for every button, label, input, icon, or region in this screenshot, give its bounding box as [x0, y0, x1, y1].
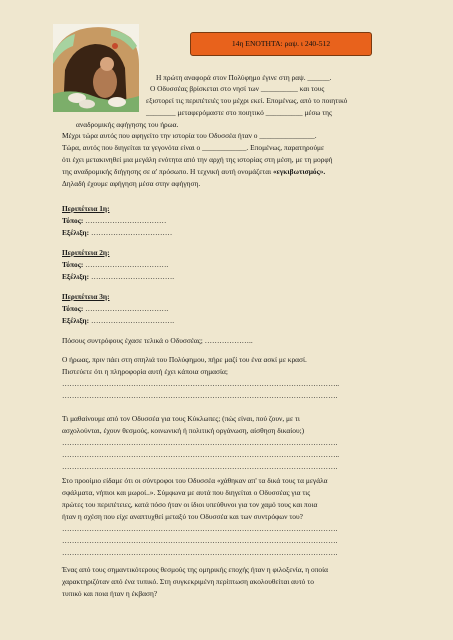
unit-title-banner: 14η ΕΝΟΤΗΤΑ: ραψ. ι 240-512: [190, 32, 372, 56]
intro-line-1: Η πρώτη αναφορά στον Πολύφημο έγινε στη ραψ. ______.: [156, 73, 332, 82]
place-label: Τόπος:: [62, 216, 84, 225]
question-wine-line-2: Πιστεύετε ότι η πληροφορία αυτή έχει κάποια σημασία;: [62, 367, 228, 376]
adventure-3-title: Περιπέτεια 3η:: [62, 292, 110, 301]
plot-label: Εξέλιξη:: [62, 228, 90, 237]
question-hospitality-line-2: χαρακτηριζόταν από ένα τυπικό. Στη συγκεκριμένη περίπτωση ακολουθείται αυτό το: [62, 577, 314, 586]
answer-blank[interactable]: …………………………….: [89, 316, 175, 325]
question-companions-line-4: ήταν η σχέση που είχε αναπτυχθεί μεταξύ του Οδυσσέα και των συντρόφων του?: [62, 512, 303, 521]
question-lost-companions: Πόσους συντρόφους έχασε τελικά ο Οδυσσέας; ………………..: [62, 336, 253, 345]
cave-illustration: [53, 24, 139, 112]
question-hospitality-line-1: Ένας από τους σημαντικότερους θεσμούς της ομηρικής εποχής ήταν η φιλοξενία, η οποία: [62, 565, 328, 574]
adventure-1-place: [62, 216, 166, 225]
answer-line[interactable]: ………………………………………………………………………………………………….: [62, 536, 338, 545]
place-label: Τόπος:: [62, 260, 84, 269]
answer-blank[interactable]: ……………………………: [89, 228, 173, 237]
intro-line-9-text: της αναδρομικής διήγησης σε α' πρόσωπο. Η τεχνική αυτή ονομάζεται: [62, 167, 273, 176]
answer-line[interactable]: ………………………………………………………………………………………………….: [62, 462, 338, 471]
intro-line-8: ότι έχει μετακινηθεί μια μεγάλη ενότητα από την αρχή της ιστορίας στη μέση, με τη μορφή: [62, 155, 333, 164]
answer-line[interactable]: …………………………………………………………………………………………………..: [62, 450, 340, 459]
question-wine-line-1: Ο ήρωας, πριν πάει στη σπηλιά του Πολύφημου, πήρε μαζί του ένα ασκί με κρασί.: [62, 355, 307, 364]
answer-blank[interactable]: …………………………….: [83, 260, 169, 269]
question-hospitality-line-3: τυπικό και ποια ήταν η έκβαση?: [62, 589, 158, 598]
answer-blank[interactable]: …………………………….: [89, 272, 175, 281]
adventure-2-plot: [62, 272, 174, 281]
intro-line-10: Δηλαδή έχουμε αφήγηση μέσα στην αφήγηση.: [62, 179, 201, 188]
answer-blank[interactable]: ……………………………: [83, 216, 167, 225]
answer-blank[interactable]: …………………………….: [83, 304, 169, 313]
answer-line[interactable]: ………………………………………………………………………………………………….: [62, 524, 338, 533]
intro-line-6: Μέχρι τώρα αυτός που αφηγείτο την ιστορία του Οδυσσέα ήταν ο _______________.: [62, 131, 317, 140]
question-cyclopes-line-2: ασχολούνται, έχουν θεσμούς, κοινωνική ή πολιτική οργάνωση, αίσθηση δικαίου;): [62, 426, 305, 435]
adventure-3-plot: [62, 316, 174, 325]
answer-line[interactable]: ………………………………………………………………………………………………….: [62, 391, 338, 400]
question-companions-line-3: πρώτες του περιπέτειες, κατά πόσο ήταν οι ίδιοι υπεύθυνοι για τον χαμό τους και ποια: [62, 500, 318, 509]
intro-line-7: Τώρα, αυτός που διηγείται τα γεγονότα είναι ο ____________. Επομένως, παρατηρούμε: [62, 143, 325, 152]
intro-line-3: εξιστορεί τις περιπέτειές του μέχρι εκεί. Επομένως, από το ποιητικό: [146, 96, 348, 105]
plot-label: Εξέλιξη:: [62, 272, 90, 281]
question-companions-line-2: σφάλματα, νήπιοι και μωροί..». Σύμφωνα με αυτά που διηγείται ο Οδυσσέας για τις: [62, 488, 311, 497]
question-companions-line-1: Στο προοίμιο είδαμε ότι οι σύντροφοι του Οδυσσέα «χάθηκαν απ' τα δικά τους τα μεγάλα: [62, 476, 328, 485]
adventure-2-title: Περιπέτεια 2η:: [62, 248, 110, 257]
answer-line[interactable]: …………………………………………………………………………………………………..: [62, 379, 340, 388]
question-cyclopes-line-1: Τι μαθαίνουμε από τον Οδυσσέα για τους Κύκλωπες; (πώς είναι, πού ζουν, με τι: [62, 414, 300, 423]
adventure-1-plot: [62, 228, 172, 237]
term-enkivotismos: «εγκιβωτισμός».: [272, 167, 326, 176]
intro-line-4: ________ μεταφερόμαστε στο ποιητικό __________ μέσω της: [146, 108, 332, 117]
adventure-1-title: Περιπέτεια 1η:: [62, 204, 110, 213]
intro-line-2: Ο Οδυσσέας βρίσκεται στο νησί των __________ και τους: [150, 84, 325, 93]
answer-line[interactable]: ………………………………………………………………………………………………….: [62, 548, 338, 557]
place-label: Τόπος:: [62, 304, 84, 313]
adventure-2-place: [62, 260, 168, 269]
intro-line-5: αναδρομικής αφήγησης του ήρωα.: [76, 120, 179, 129]
plot-label: Εξέλιξη:: [62, 316, 90, 325]
intro-line-9: [62, 167, 325, 176]
answer-line[interactable]: ………………………………………………………………………………………………….: [62, 438, 338, 447]
adventure-3-place: [62, 304, 168, 313]
